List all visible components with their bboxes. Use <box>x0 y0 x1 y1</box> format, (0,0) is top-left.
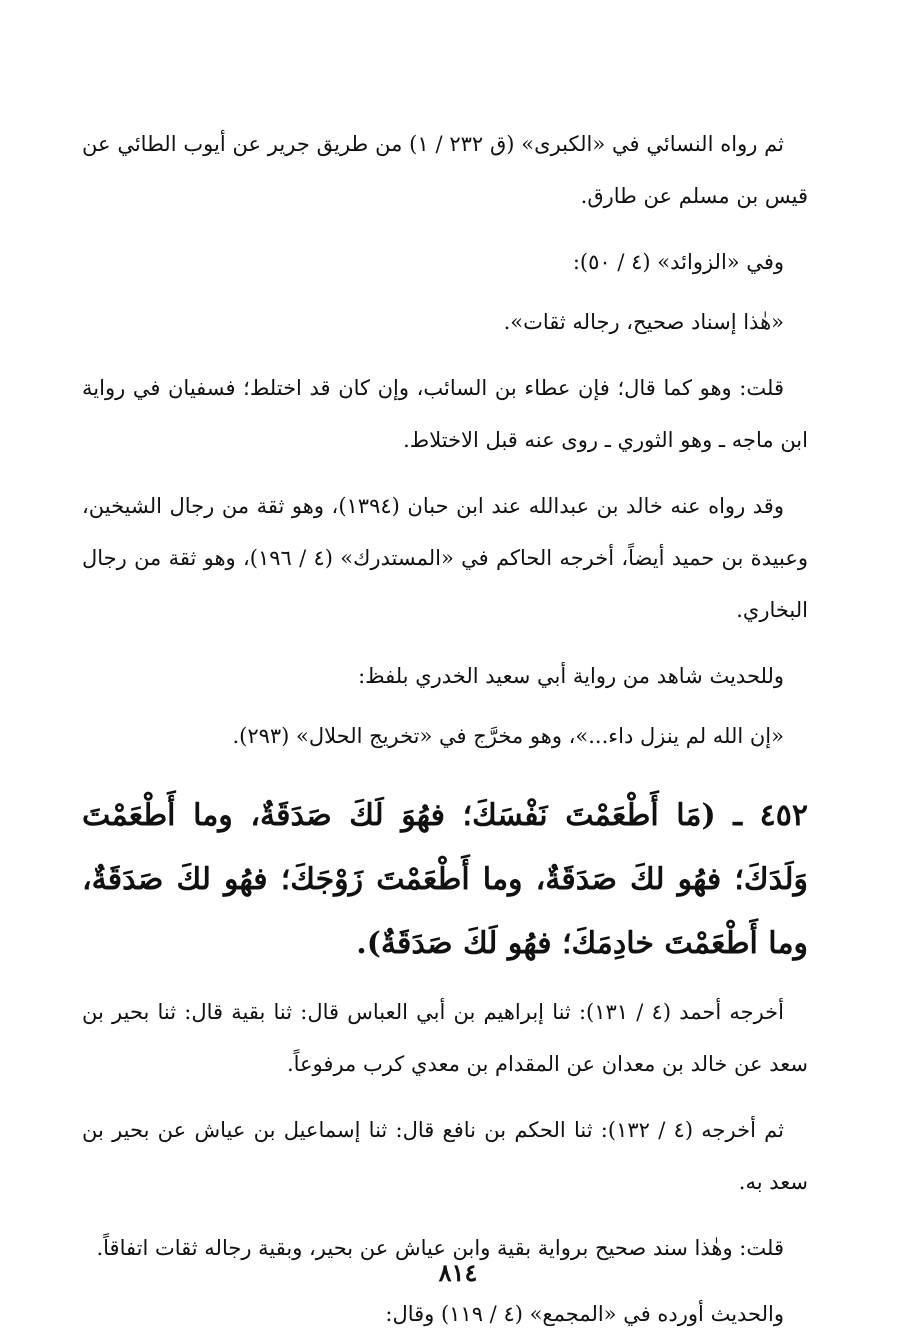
quotation: «إن الله لم ينزل داء...»، وهو مخرَّج في «تخريج الحلال» (٢٩٣). <box>232 724 784 748</box>
quotation: «هٰذا إسناد صحيح، رجاله ثقات». <box>503 310 784 334</box>
page-number: ٨١٤ <box>438 1258 478 1287</box>
paragraph: وفي «الزوائد» (٤ / ٥٠): <box>572 250 784 274</box>
hadith-text: ٤٥٢ ـ (مَا أَطْعَمْتَ نَفْسَكَ؛ فهُوَ لَكَ صَدَقَةٌ، وما أَطْعَمْتَ وَلَدَكَ؛ فهُو لكَ صَدَقَةٌ، وما أَطْعَمْتَ زَوْجَكَ؛ فهُو لكَ صَدَقَةٌ، وما أَطْعَمْتَ خادِمَكَ؛ فهُو لَكَ صَدَقَةٌ). <box>82 798 808 961</box>
paragraph: وقد رواه عنه خالد بن عبدالله عند ابن حبان (١٣٩٤)، وهو ثقة من رجال الشيخين، وعبيدة بن حميد أيضاً، أخرجه الحاكم في «المستدرك» (٤ / ١٩٦)، وهو ثقة من رجال البخاري. <box>82 494 808 622</box>
paragraph: ثم رواه النسائي في «الكبرى» (ق ٢٣٢ / ١) من طريق جرير عن أيوب الطائي عن قيس بن مسلم عن طارق. <box>82 132 808 208</box>
paragraph: والحديث أورده في «المجمع» (٤ / ١١٩) وقال: <box>385 1302 784 1326</box>
paragraph: قلت: وهو كما قال؛ فإن عطاء بن السائب، وإن كان قد اختلط؛ فسفيان في رواية ابن ماجه ـ وهو الثوري ـ روى عنه قبل الاختلاط. <box>82 376 808 452</box>
paragraph: قلت: وهٰذا سند صحيح برواية بقية وابن عياش عن بحير، وبقية رجاله ثقات اتفاقاً. <box>96 1236 784 1260</box>
paragraph: أخرجه أحمد (٤ / ١٣١): ثنا إبراهيم بن أبي العباس قال: ثنا بقية قال: ثنا بحير بن سعد عن خالد بن معدان عن المقدام بن معدي كرب مرفوعاً. <box>82 1000 808 1076</box>
paragraph: ثم أخرجه (٤ / ١٣٢): ثنا الحكم بن نافع قال: ثنا إسماعيل بن عياش عن بحير بن سعد به. <box>82 1118 808 1194</box>
page-body <box>82 118 808 1340</box>
paragraph: وللحديث شاهد من رواية أبي سعيد الخدري بلفظ: <box>358 664 784 688</box>
